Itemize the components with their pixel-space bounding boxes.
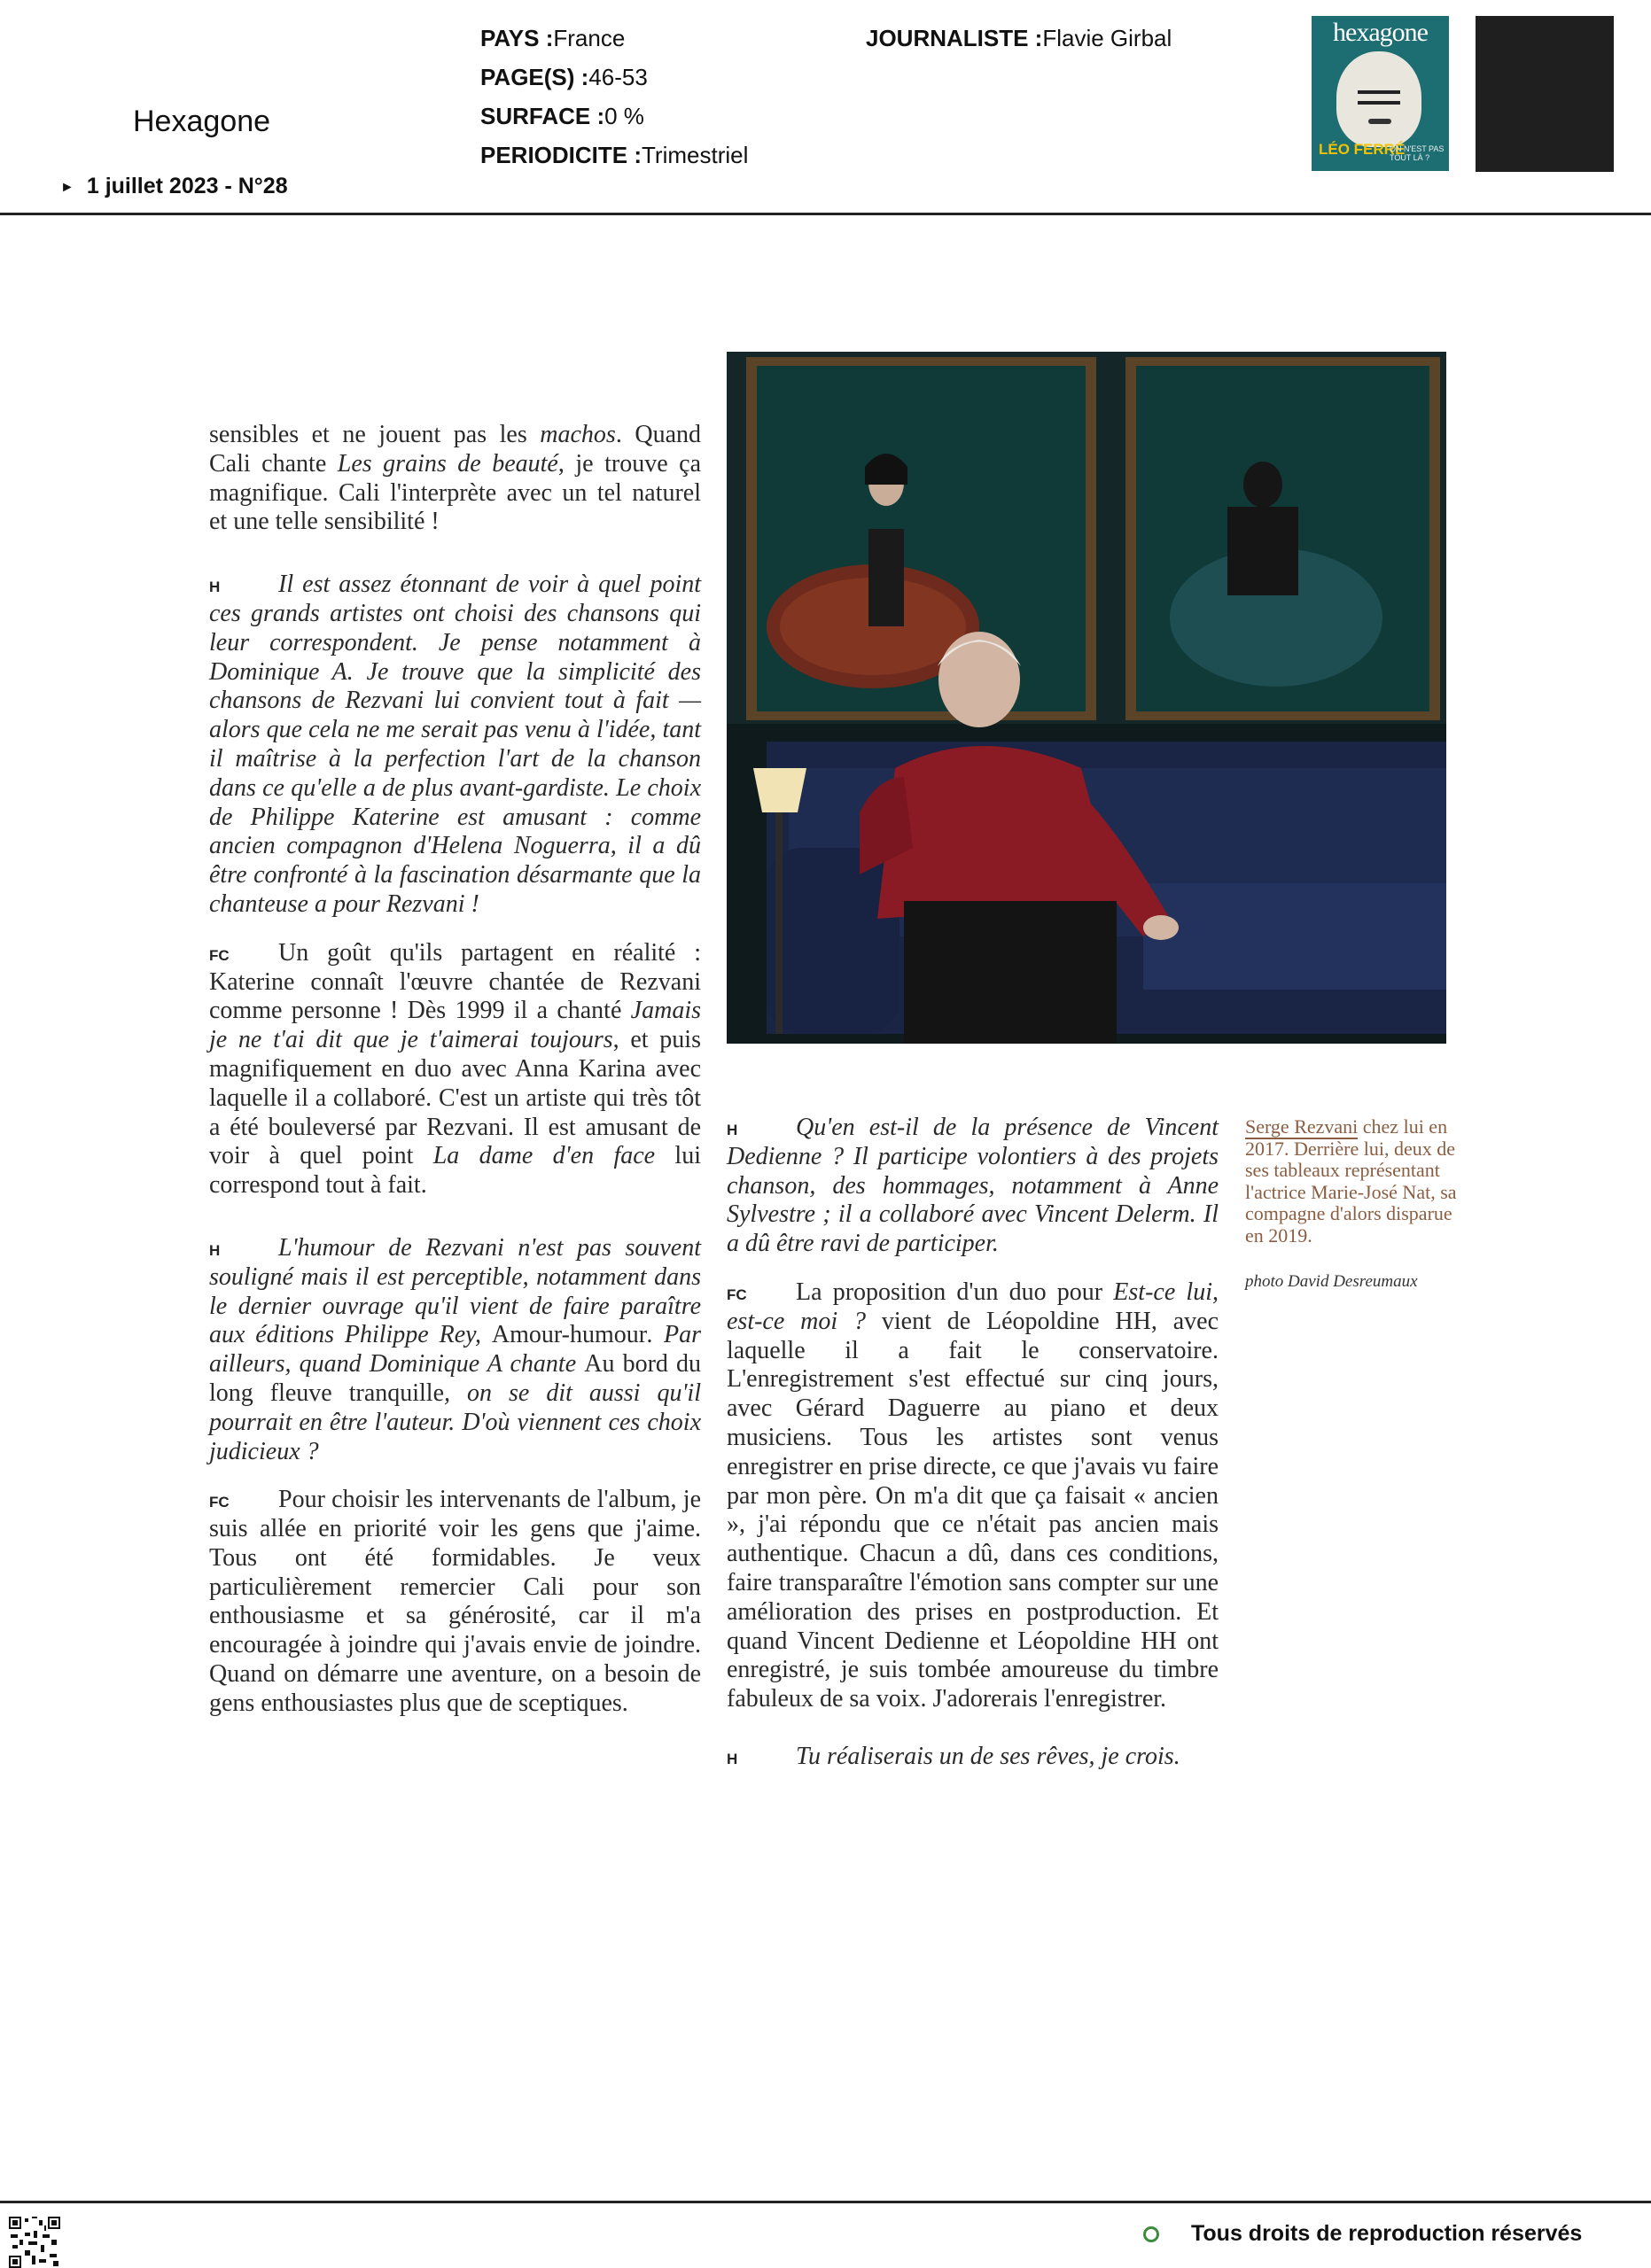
speaker-tag: FC [209,946,230,964]
circle-icon [1143,2226,1159,2242]
rights-notice: Tous droits de reproduction réservés [1191,2221,1583,2246]
speaker-tag: H [209,579,221,596]
redacted-box [1476,16,1614,172]
answer-paragraph: FC Un goût qu'ils partagent en réalité : Katerine connaît l'œuvre chantée de Rezvani comme personne ! Dès 1999 il a chanté Jamais je ne t'ai dit que je t'aimerai toujours, et puis magnifiquement en duo avec Anna Karina avec laquelle il a collaboré. C'est un artiste qui très tôt a été bouleversé par Rezvani. Il est amusant de voir à quel point La dame d'en face lui correspond tout à fait. [209,938,701,1200]
speaker-tag: H [209,1241,221,1259]
photo-credit: photo David Desreumaux [1245,1272,1418,1291]
speaker-tag: FC [727,1285,747,1303]
qr-code-icon [9,2217,60,2268]
caption-text: chez lui en 2017. Derrière lui, deux de ses tableaux représentant l'actrice Marie-José Nat, sa compagne d'alors disparue en 2019. [1245,1115,1457,1247]
speaker-tag: H [727,1750,738,1767]
answer-paragraph: FC La proposition d'un duo pour Est-ce lui, est-ce moi ? vient de Léopoldine HH, avec laquelle il a fait le conservatoire. L'enregistrement s'est effectué sur cinq jours, avec Gérard Daguerre au piano et deux musiciens. Tous les artistes sont venus enregistrer en prise directe, ce que j'avais vu faire par mon père. On m'a dit que ça faisait « ancien », j'ai répondu que ce n'était pas ancien mais authentique. Chacun a dû, dans ces conditions, faire transparaître l'émotion sans compter sur une amélioration des prises en postproduction. Et quand Vincent Dedienne et Léopoldine HH ont enregistré, je suis tombée amoureuse du timbre fabuleux de sa voix. J'adorerais l'enregistrer. [727,1278,1219,1713]
meta-periodicity: PERIODICITE :Trimestriel [480,142,749,168]
cover-portrait [1336,51,1421,147]
question-paragraph: H L'humour de Rezvani n'est pas souvent souligné mais il est perceptible, notamment dans le dernier ouvrage qu'il vient de faire paraître aux éditions Philippe Rey, Amour-humour. Par ailleurs, quand Dominique A chante Au bord du long fleuve tranquille, on se dit aussi qu'il pourrait en être l'auteur. D'où viennent ces choix judicieux ? [209,1233,702,1465]
answer-paragraph: FC Pour choisir les intervenants de l'album, je suis allée en priorité voir les gens que j'aime. Tous ont été formidables. Je veux particulièrement remercier Cali pour son enthousiasme et sa générosité, car il m'a encouragée à joindre qui j'avais envie de joindre. Quand on démarre une aventure, on a besoin de gens enthousiastes plus que de sceptiques. [209,1486,701,1717]
article-column-left [209,421,701,1719]
arrow-right-icon: ► [60,180,74,195]
publication-name: Hexagone [133,105,271,138]
meta-country: PAYS :France [480,25,626,51]
paragraph: sensibles et ne jouent pas les machos. Quand Cali chante Les grains de beauté, je trouve ça magnifique. Cali l'interprète avec un tel naturel et une telle sensibilité ! [209,421,702,536]
footer-divider [0,2201,1651,2203]
header-divider [0,213,1651,215]
photo-illustration [727,352,1446,1044]
meta-surface: SURFACE :0 % [480,103,644,129]
issue-date [60,174,288,199]
issue-date-text: 1 juillet 2023 - N°28 [86,174,288,198]
article-column-right [727,1114,1219,1772]
question-paragraph: H Qu'en est-il de la présence de Vincent Dedienne ? Il participe volontiers à des projets chanson, des hommages, notamment à Anne Sylvestre ; il a collaboré avec Vincent Delerm. Il a dû être ravi de participer. [727,1114,1219,1258]
cover-thumbnail [1312,16,1449,171]
speaker-tag: H [727,1122,738,1138]
photo-caption [1245,1116,1458,1247]
cover-name: LÉO FERRÉ [1319,141,1406,158]
cover-tagline: ON N'EST PAS TOUT LÀ ? [1390,144,1445,162]
caption-name: Serge Rezvani [1245,1115,1359,1138]
meta-journalist: JOURNALISTE :Flavie Girbal [866,25,1172,51]
portrait-photo [727,352,1446,1044]
meta-pages: PAGE(S) :46-53 [480,64,648,90]
question-paragraph: H Tu réaliserais un de ses rêves, je crois. [727,1742,1180,1770]
cover-masthead: hexagone [1333,18,1428,47]
speaker-tag: FC [209,1494,230,1511]
question-paragraph: H Il est assez étonnant de voir à quel point ces grands artistes ont choisi des chansons qui leur correspondent. Je pense notamment à Dominique A. Je trouve que la simplicité des chansons de Rezvani lui convient tout à fait — alors que cela ne me serait pas venu à l'idée, tant il maîtrise à la perfection l'art de la chanson dans ce qu'elle a de plus avant-gardiste. Le choix de Philippe Katerine est amusant : comme ancien compagnon d'Helena Noguerra, il a dû être confronté à la fascination désarmante que la chanteuse a pour Rezvani ! [209,571,701,918]
